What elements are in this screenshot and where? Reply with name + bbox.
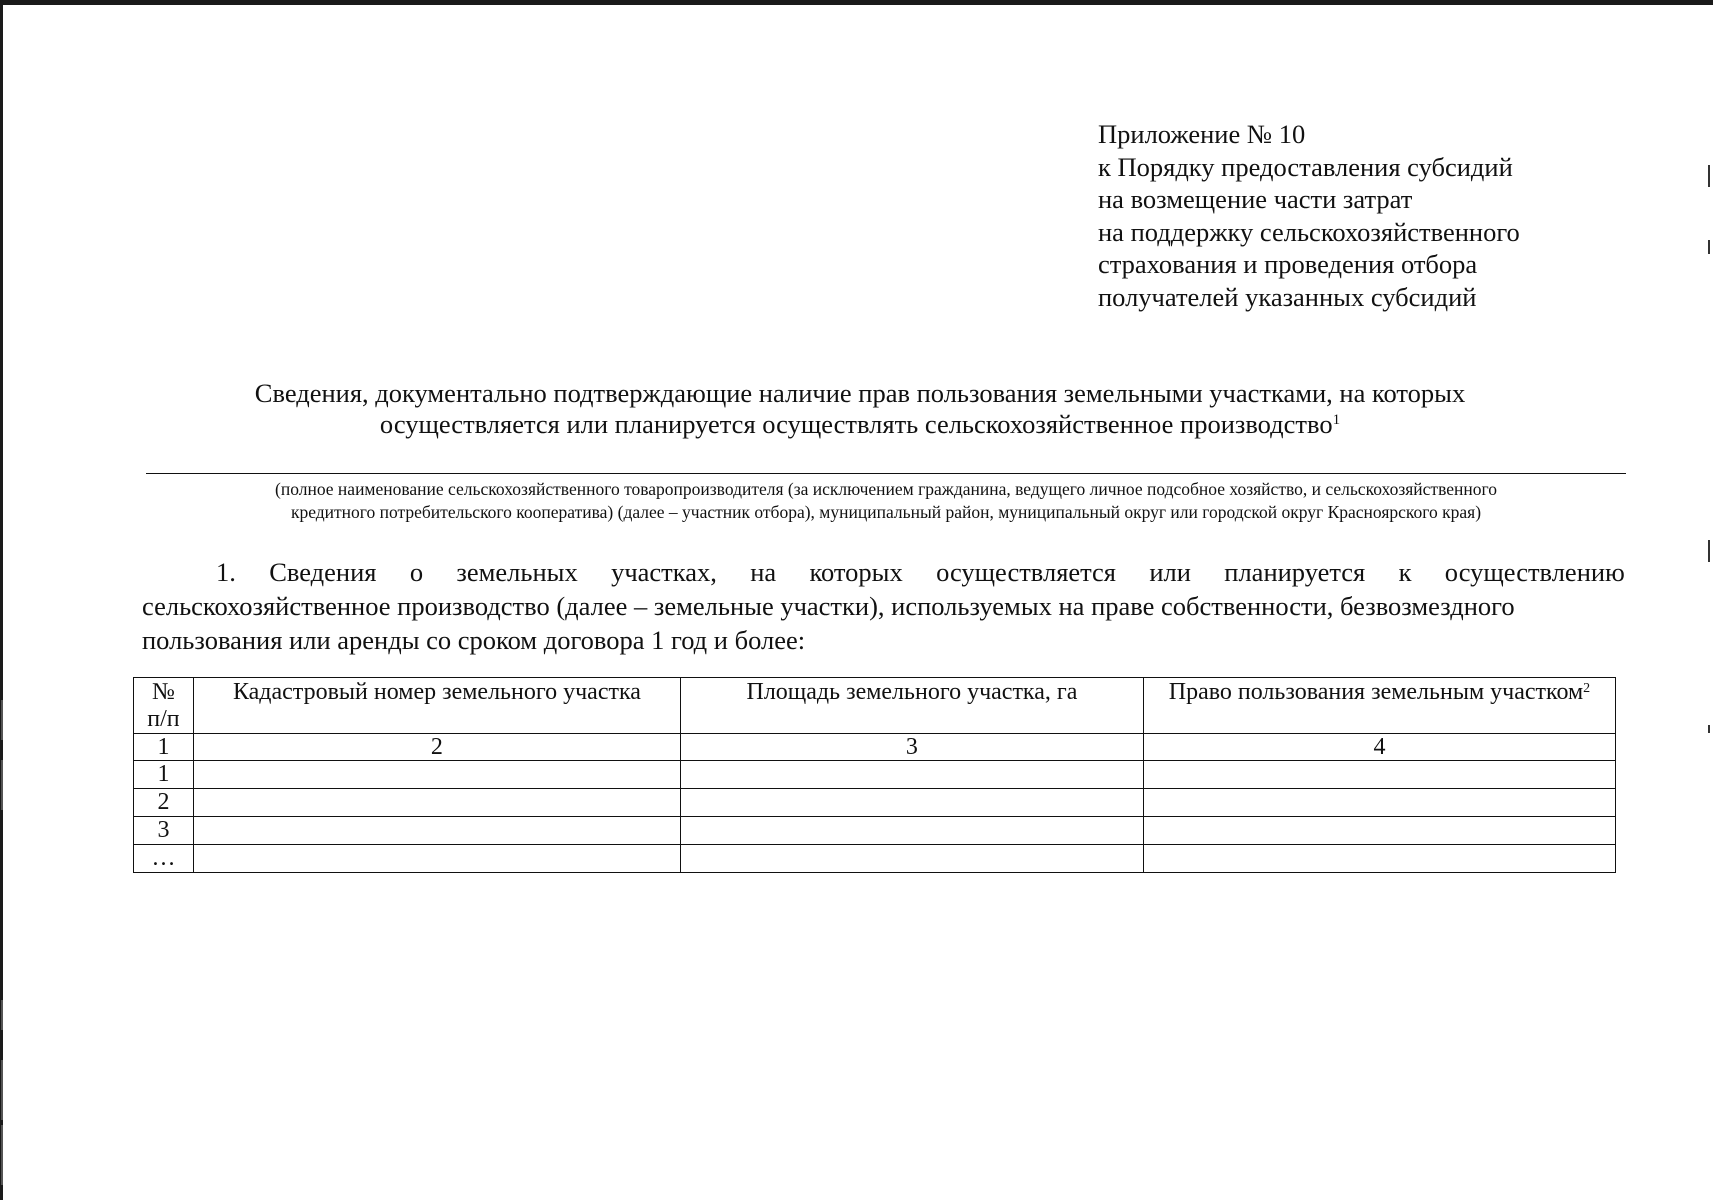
- word: о: [409, 557, 424, 587]
- scan-mark: [1, 760, 3, 810]
- word: на: [750, 557, 777, 587]
- usage-right-cell[interactable]: [1143, 845, 1615, 873]
- cadastral-cell[interactable]: [193, 761, 680, 789]
- caption-line-1: (полное наименование сельскохозяйственного товаропроизводителя (за исключением гражданина, ведущего личное подсобное хозяйство, и сельскохозяйственного: [275, 479, 1497, 499]
- table-row: [134, 817, 1616, 845]
- usage-right-cell[interactable]: [1143, 761, 1615, 789]
- area-cell[interactable]: [680, 789, 1143, 817]
- row-number: 1: [134, 761, 194, 789]
- column-number: 1: [134, 734, 194, 761]
- header-number-line-1: №: [152, 679, 175, 705]
- header-usage-right: [1143, 678, 1615, 734]
- cadastral-cell[interactable]: [193, 817, 680, 845]
- word: которых: [809, 557, 903, 587]
- scan-mark: [1708, 240, 1710, 254]
- word: участках,: [611, 557, 717, 587]
- participant-name-caption: [140, 478, 1632, 524]
- column-number: 2: [193, 734, 680, 761]
- scan-mark: [1, 700, 3, 740]
- area-cell[interactable]: [680, 817, 1143, 845]
- column-number-row: [134, 734, 1616, 761]
- header-usage-right-text: Право пользования земельным участком: [1168, 679, 1584, 705]
- participant-name-line: [146, 473, 1626, 474]
- row-number: 3: [134, 817, 194, 845]
- word: осуществляется: [936, 557, 1116, 587]
- table-header-row: [134, 678, 1616, 734]
- section-1-text: [142, 555, 1625, 657]
- column-number: 4: [1143, 734, 1615, 761]
- title-line-2: [150, 409, 1570, 440]
- word: земельных: [456, 557, 578, 587]
- appendix-line: страхования и проведения отбора: [1098, 249, 1478, 279]
- appendix-line: к Порядку предоставления субсидий: [1098, 151, 1513, 182]
- section-1-line-3: пользования или аренды со сроком договора 1 год и более:: [142, 625, 806, 655]
- area-cell[interactable]: [680, 761, 1143, 789]
- scan-top-border: [0, 0, 1713, 5]
- scan-mark: [1, 1125, 3, 1185]
- table-row: [134, 761, 1616, 789]
- appendix-line: на возмещение части затрат: [1098, 184, 1413, 214]
- title-line-2-text: осуществляется или планируется осуществлять сельскохозяйственное производство: [379, 409, 1333, 439]
- land-plots-table: [133, 677, 1616, 873]
- footnote-mark: 2: [1583, 681, 1591, 696]
- header-area: Площадь земельного участка, га: [680, 678, 1143, 734]
- usage-right-cell[interactable]: [1143, 817, 1615, 845]
- cadastral-cell[interactable]: [193, 789, 680, 817]
- caption-line-2: кредитного потребительского кооператива) (далее – участник отбора), муниципальный район, муниципальный округ или городской округ Красноярского края): [290, 502, 1482, 522]
- word: осуществлению: [1444, 557, 1625, 587]
- word: 1.: [216, 557, 236, 587]
- row-number: 2: [134, 789, 194, 817]
- word: Сведения: [269, 557, 377, 587]
- appendix-line: Приложение № 10: [1098, 119, 1306, 149]
- appendix-line: на поддержку сельскохозяйственного: [1098, 216, 1520, 247]
- appendix-block: [1098, 118, 1658, 313]
- usage-right-cell[interactable]: [1143, 789, 1615, 817]
- header-number: [134, 678, 194, 734]
- word: планируется: [1224, 557, 1366, 587]
- word: к: [1398, 557, 1412, 587]
- area-cell[interactable]: [680, 845, 1143, 873]
- section-1-line-2: сельскохозяйственное производство (далее – земельные участки), используемых на праве собственности, безвозмездного: [142, 591, 1515, 621]
- word: или: [1149, 557, 1191, 587]
- column-number: 3: [680, 734, 1143, 761]
- scan-mark: [1708, 165, 1710, 187]
- table-row: [134, 789, 1616, 817]
- appendix-line: получателей указанных субсидий: [1098, 281, 1477, 312]
- scan-mark: [1, 1060, 3, 1120]
- scan-mark: [1708, 540, 1710, 562]
- header-cadastral-number: Кадастровый номер земельного участка: [193, 678, 680, 734]
- table-row: [134, 845, 1616, 873]
- cadastral-cell[interactable]: [193, 845, 680, 873]
- section-1-line-1: [142, 555, 1625, 589]
- scan-mark: [1708, 725, 1710, 733]
- header-number-line-2: п/п: [147, 706, 180, 732]
- document-title: [150, 378, 1570, 440]
- title-line-1: Сведения, документально подтверждающие наличие прав пользования земельными участками, на которых: [254, 378, 1466, 408]
- row-number: …: [134, 845, 194, 873]
- scan-mark: [1, 1000, 3, 1030]
- footnote-mark: 1: [1332, 412, 1341, 428]
